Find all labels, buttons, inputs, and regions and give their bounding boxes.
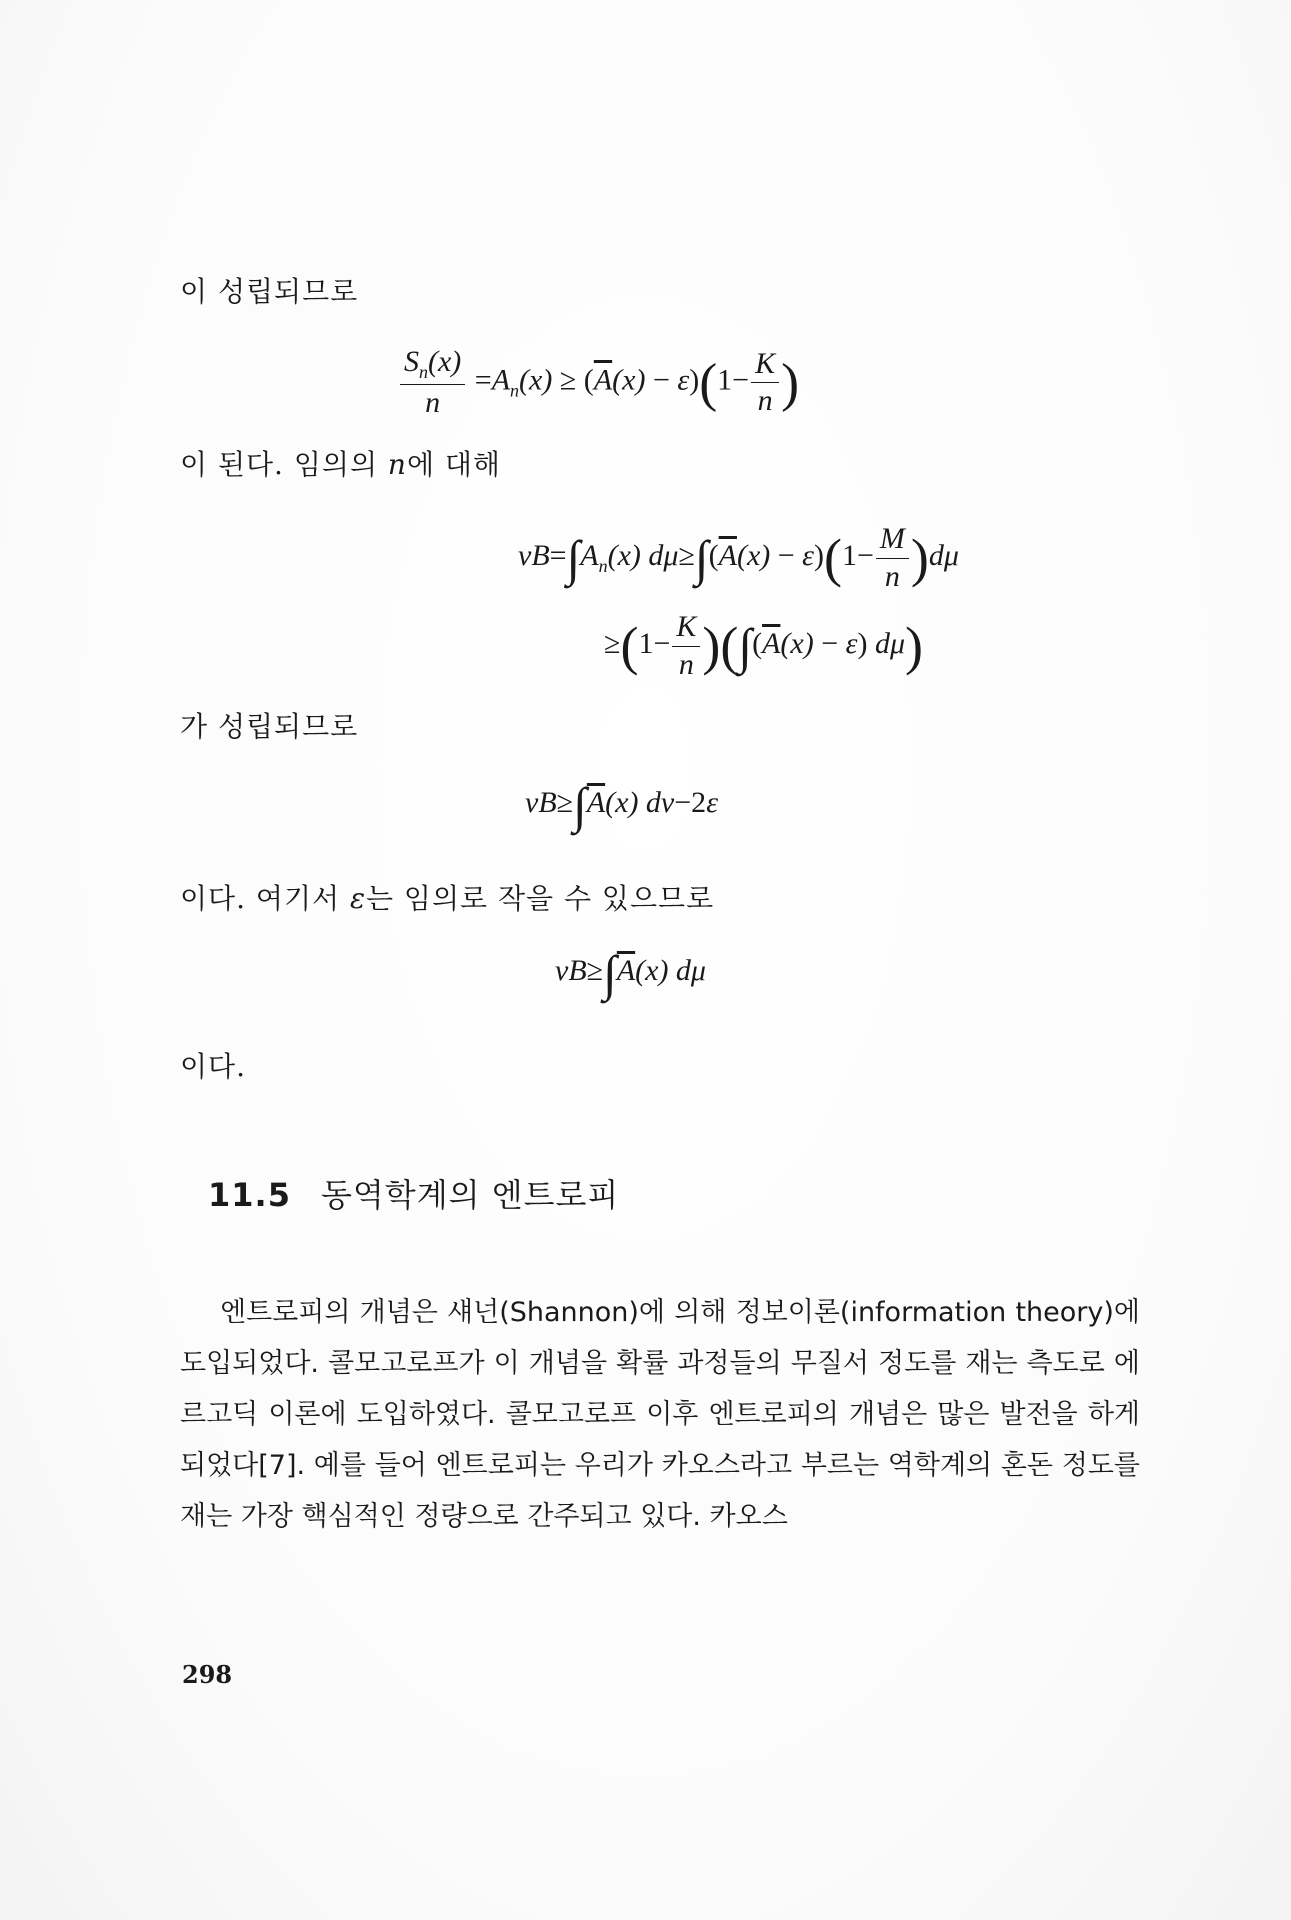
section-title: 동역학계의 엔트로피: [320, 1176, 620, 1214]
text-line-4-a: 이다. 여기서: [180, 882, 350, 915]
equation-3: $\nu B\ge\int\overline{A}(x)$ dν−2ε: [525, 777, 719, 833]
text-line-2: [180, 443, 501, 483]
text-line-4-b: 는 임의로 작을 수 있으므로: [365, 882, 715, 915]
body-paragraph: 엔트로피의 개념은 섀넌(Shannon)에 의해 정보이론(information theory)에 도입되었다. 콜모고로프가 이 개념을 확률 과정들의 무질서 정도를 재는 측도로 에르고딕 이론에 도입하였다. 콜모고로프 이후 엔트로피의 개념은 많은 발전을 하게 되었다[7]. 예를 들어 엔트로피는 우리가 카오스라고 부르는 역학계의 혼돈 정도를 재는 가장 핵심적인 정량으로 간주되고 있다. 카오스: [180, 1297, 1140, 1532]
text-line-1: 이 성립되므로: [180, 275, 359, 308]
text-line-3: 가 성립되므로: [180, 710, 359, 743]
section-number: 11.5: [208, 1176, 291, 1214]
equation-2-line-2: ≥(1− $\frac{K}{n}$ )($\int(\overline{A}(x) - \varepsilon)$ dμ): [604, 610, 923, 681]
equation-2-line-1: $\nu B=\int A_n(x) d\mu\ge\int(\overline{A}(x) - \varepsilon)(1-$ $\frac{M}{n}$ )dμ: [518, 522, 959, 593]
equation-4: $\nu B\ge\int\overline{A}(x)$ dμ: [555, 945, 706, 1001]
variable-n: n: [387, 448, 407, 481]
text-line-4: [180, 877, 714, 917]
text-line-2-b: 에 대해: [406, 448, 501, 481]
text-line-5: 이다.: [180, 1050, 246, 1083]
equation-1: $\frac{S_n(x)}{n}$ $=A_n(x) \ge (\overline{A}(x) - \varepsilon)(1-$ $\frac{K}{n}$ ): [398, 345, 799, 420]
section-heading: [208, 1170, 619, 1216]
variable-epsilon: ε: [349, 882, 366, 915]
page-number: 298: [182, 1660, 233, 1689]
text-line-2-a: 이 된다. 임의의: [180, 448, 388, 481]
